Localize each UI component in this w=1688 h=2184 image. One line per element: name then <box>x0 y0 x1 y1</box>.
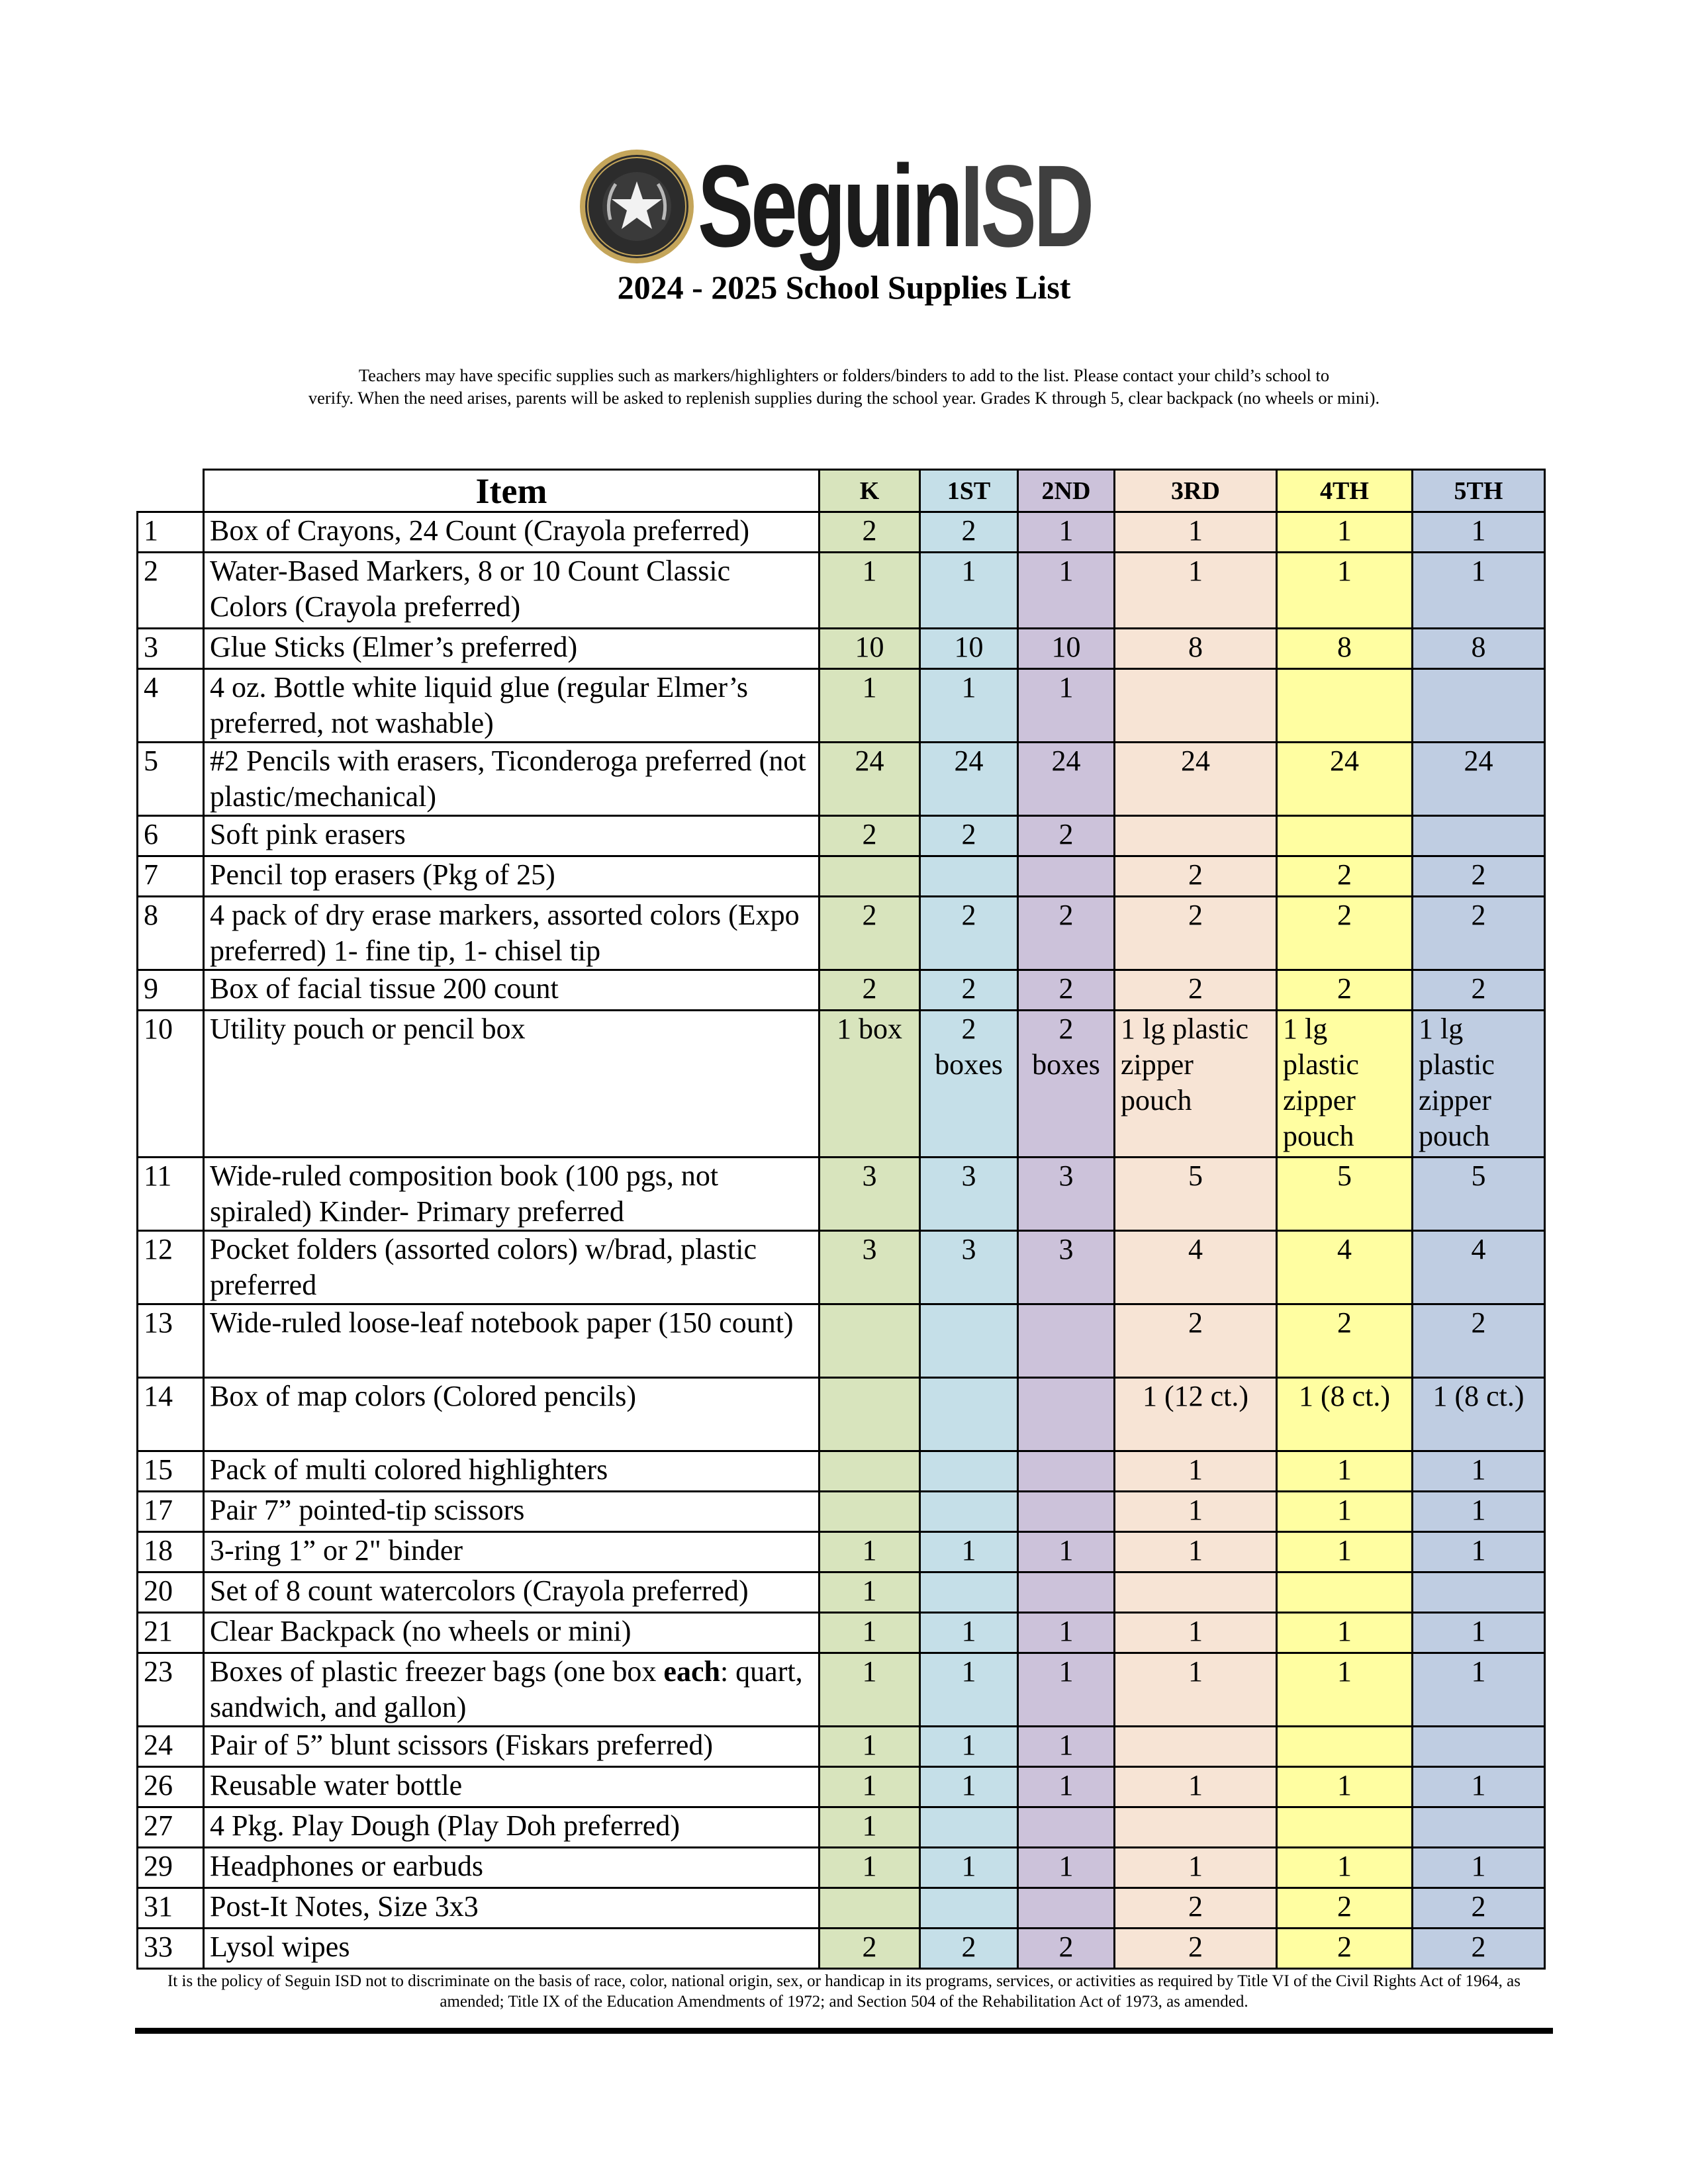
qty-2nd: 3 <box>1018 1231 1115 1304</box>
item-column-header: Item <box>204 470 820 512</box>
table-row <box>138 1231 1545 1304</box>
supplies-table <box>136 469 1546 1970</box>
row-number: 24 <box>138 1727 204 1767</box>
item-text-pre: Boxes of plastic freezer bags (one box <box>210 1655 664 1688</box>
item-name: Lysol wipes <box>204 1929 820 1969</box>
qty-2nd: 1 <box>1018 1727 1115 1767</box>
table-row <box>138 1572 1545 1613</box>
qty-k <box>820 1492 920 1532</box>
table-row <box>138 1532 1545 1572</box>
item-name: Reusable water bottle <box>204 1767 820 1807</box>
row-number: 23 <box>138 1653 204 1727</box>
qty-2nd: 2 <box>1018 970 1115 1011</box>
qty-3rd <box>1115 1727 1277 1767</box>
qty-2nd <box>1018 1304 1115 1378</box>
qty-2nd <box>1018 1451 1115 1492</box>
qty-2nd: 1 <box>1018 1653 1115 1727</box>
qty-k: 1 <box>820 1572 920 1613</box>
qty-5th: 2 <box>1413 1929 1545 1969</box>
table-row <box>138 1378 1545 1451</box>
qty-5th: 1 <box>1413 1848 1545 1888</box>
row-number: 15 <box>138 1451 204 1492</box>
item-name: Water-Based Markers, 8 or 10 Count Classic Colors (Crayola preferred) <box>204 553 820 629</box>
header-blank-cell <box>138 470 204 512</box>
item-name: Wide-ruled composition book (100 pgs, not spiraled) Kinder- Primary preferred <box>204 1158 820 1231</box>
qty-k <box>820 1304 920 1378</box>
table-row <box>138 1807 1545 1848</box>
qty-2nd: 1 <box>1018 1532 1115 1572</box>
qty-k: 1 <box>820 553 920 629</box>
item-name: Box of Crayons, 24 Count (Crayola preferred) <box>204 512 820 553</box>
qty-2nd: 1 <box>1018 553 1115 629</box>
qty-k: 3 <box>820 1231 920 1304</box>
qty-3rd: 1 <box>1115 1613 1277 1653</box>
qty-k: 3 <box>820 1158 920 1231</box>
qty-1st: 1 <box>920 1767 1018 1807</box>
qty-5th: 24 <box>1413 743 1545 816</box>
qty-3rd: 1 (12 ct.) <box>1115 1378 1277 1451</box>
qty-5th: 1 <box>1413 553 1545 629</box>
qty-1st: 1 <box>920 553 1018 629</box>
qty-1st: 1 <box>920 1532 1018 1572</box>
table-row <box>138 1848 1545 1888</box>
row-number: 2 <box>138 553 204 629</box>
qty-k <box>820 1451 920 1492</box>
qty-2nd: 2 <box>1018 1929 1115 1969</box>
table-row <box>138 743 1545 816</box>
item-name <box>204 1653 820 1727</box>
qty-4th: 1 (8 ct.) <box>1277 1378 1413 1451</box>
item-name: Box of map colors (Colored pencils) <box>204 1378 820 1451</box>
table-row <box>138 629 1545 669</box>
qty-5th: 2 <box>1413 1888 1545 1929</box>
qty-4th: 1 <box>1277 1653 1413 1727</box>
item-name: Wide-ruled loose-leaf notebook paper (150 count) <box>204 1304 820 1378</box>
qty-k: 2 <box>820 970 920 1011</box>
seguin-isd-logo <box>577 142 1113 271</box>
row-number: 17 <box>138 1492 204 1532</box>
qty-1st <box>920 1572 1018 1613</box>
qty-4th: 4 <box>1277 1231 1413 1304</box>
table-row <box>138 897 1545 970</box>
item-name: Pair of 5” blunt scissors (Fiskars preferred) <box>204 1727 820 1767</box>
qty-5th: 2 <box>1413 970 1545 1011</box>
row-number: 3 <box>138 629 204 669</box>
qty-1st <box>920 1492 1018 1532</box>
qty-1st: 3 <box>920 1158 1018 1231</box>
qty-3rd: 1 <box>1115 553 1277 629</box>
item-name: Set of 8 count watercolors (Crayola preferred) <box>204 1572 820 1613</box>
row-number: 4 <box>138 669 204 743</box>
table-row <box>138 1613 1545 1653</box>
table-row <box>138 1451 1545 1492</box>
item-name: Glue Sticks (Elmer’s preferred) <box>204 629 820 669</box>
qty-1st <box>920 1451 1018 1492</box>
item-name: Post-It Notes, Size 3x3 <box>204 1888 820 1929</box>
qty-k: 1 <box>820 1767 920 1807</box>
qty-5th <box>1413 816 1545 856</box>
qty-3rd: 2 <box>1115 1929 1277 1969</box>
qty-3rd <box>1115 669 1277 743</box>
table-row <box>138 1727 1545 1767</box>
item-name: 4 oz. Bottle white liquid glue (regular Elmer’s preferred, not washable) <box>204 669 820 743</box>
table-row <box>138 1929 1545 1969</box>
item-name: Soft pink erasers <box>204 816 820 856</box>
qty-2nd: 1 <box>1018 1767 1115 1807</box>
qty-4th: 1 <box>1277 1613 1413 1653</box>
item-name: 3-ring 1” or 2" binder <box>204 1532 820 1572</box>
row-number: 8 <box>138 897 204 970</box>
table-row <box>138 1492 1545 1532</box>
table-row <box>138 553 1545 629</box>
item-name: Pair 7” pointed-tip scissors <box>204 1492 820 1532</box>
qty-3rd: 2 <box>1115 1304 1277 1378</box>
logo-word-seguin: Seguin <box>698 142 961 271</box>
qty-5th: 1 <box>1413 1532 1545 1572</box>
intro-text <box>199 364 1489 409</box>
qty-k: 2 <box>820 816 920 856</box>
page-title: 2024 - 2025 School Supplies List <box>617 269 1071 306</box>
qty-3rd: 1 <box>1115 1451 1277 1492</box>
item-name: Pencil top erasers (Pkg of 25) <box>204 856 820 897</box>
table-row <box>138 856 1545 897</box>
qty-k: 1 <box>820 1653 920 1727</box>
qty-4th <box>1277 816 1413 856</box>
item-name: Pack of multi colored highlighters <box>204 1451 820 1492</box>
qty-1st: 2 boxes <box>920 1011 1018 1158</box>
qty-1st: 1 <box>920 669 1018 743</box>
qty-2nd <box>1018 1572 1115 1613</box>
qty-2nd: 1 <box>1018 669 1115 743</box>
item-text-bold: each <box>663 1655 720 1688</box>
qty-3rd <box>1115 816 1277 856</box>
qty-2nd <box>1018 1888 1115 1929</box>
qty-4th <box>1277 1572 1413 1613</box>
qty-4th: 8 <box>1277 629 1413 669</box>
qty-3rd: 1 <box>1115 1532 1277 1572</box>
qty-2nd: 1 <box>1018 1613 1115 1653</box>
qty-3rd: 5 <box>1115 1158 1277 1231</box>
qty-3rd: 2 <box>1115 970 1277 1011</box>
qty-3rd <box>1115 1807 1277 1848</box>
qty-3rd: 8 <box>1115 629 1277 669</box>
intro-line-1: Teachers may have specific supplies such as markers/highlighters or folders/binders to add to the list. Please contact your child’s school to <box>358 365 1330 385</box>
qty-4th: 2 <box>1277 1888 1413 1929</box>
qty-1st: 1 <box>920 1727 1018 1767</box>
qty-k: 24 <box>820 743 920 816</box>
item-text-post: : quart, sandwich, and gallon) <box>210 1655 803 1723</box>
qty-k: 1 <box>820 1848 920 1888</box>
item-name: Clear Backpack (no wheels or mini) <box>204 1613 820 1653</box>
table-row <box>138 970 1545 1011</box>
qty-1st: 24 <box>920 743 1018 816</box>
qty-2nd: 1 <box>1018 512 1115 553</box>
qty-3rd: 1 lg plastic zipper pouch <box>1115 1011 1277 1158</box>
logo-wordmark <box>698 142 1092 271</box>
intro-line-2: verify. When the need arises, parents will be asked to replenish supplies during the school year. Grades K through 5, clear backpack (no wheels or mini). <box>308 388 1380 408</box>
row-number: 5 <box>138 743 204 816</box>
item-name: Utility pouch or pencil box <box>204 1011 820 1158</box>
qty-1st <box>920 856 1018 897</box>
qty-1st: 1 <box>920 1848 1018 1888</box>
qty-5th: 1 <box>1413 1613 1545 1653</box>
qty-2nd <box>1018 1378 1115 1451</box>
qty-3rd: 1 <box>1115 1653 1277 1727</box>
qty-4th <box>1277 1807 1413 1848</box>
qty-4th: 1 lg plastic zipper pouch <box>1277 1011 1413 1158</box>
qty-5th: 2 <box>1413 897 1545 970</box>
qty-2nd: 2 <box>1018 897 1115 970</box>
qty-k: 1 <box>820 669 920 743</box>
qty-2nd: 10 <box>1018 629 1115 669</box>
item-name: #2 Pencils with erasers, Ticonderoga preferred (not plastic/mechanical) <box>204 743 820 816</box>
qty-1st <box>920 1807 1018 1848</box>
qty-4th: 2 <box>1277 1304 1413 1378</box>
qty-4th: 1 <box>1277 512 1413 553</box>
qty-3rd: 1 <box>1115 1848 1277 1888</box>
qty-k <box>820 1378 920 1451</box>
qty-4th: 2 <box>1277 856 1413 897</box>
qty-2nd <box>1018 1807 1115 1848</box>
row-number: 9 <box>138 970 204 1011</box>
qty-1st: 1 <box>920 1613 1018 1653</box>
qty-2nd: 2 boxes <box>1018 1011 1115 1158</box>
row-number: 29 <box>138 1848 204 1888</box>
row-number: 1 <box>138 512 204 553</box>
qty-5th: 1 <box>1413 1653 1545 1727</box>
qty-k: 2 <box>820 897 920 970</box>
item-name: Headphones or earbuds <box>204 1848 820 1888</box>
table-row <box>138 1011 1545 1158</box>
qty-3rd: 2 <box>1115 856 1277 897</box>
nondiscrimination-footer: It is the policy of Seguin ISD not to discriminate on the basis of race, color, national origin, sex, or handicap in its programs, services, or activities as required by Title VI of the Civil Rights Act of 1964, as amended; Title IX of the Education Amendments of 1972; and Section 504 of the Rehabilitation Act of 1973, as amended. <box>167 1972 1521 2011</box>
qty-k <box>820 856 920 897</box>
qty-1st: 3 <box>920 1231 1018 1304</box>
qty-3rd: 1 <box>1115 1492 1277 1532</box>
qty-5th: 2 <box>1413 856 1545 897</box>
item-name: 4 pack of dry erase markers, assorted colors (Expo preferred) 1- fine tip, 1- chisel tip <box>204 897 820 970</box>
qty-4th: 1 <box>1277 1492 1413 1532</box>
qty-4th <box>1277 669 1413 743</box>
qty-5th: 5 <box>1413 1158 1545 1231</box>
row-number: 7 <box>138 856 204 897</box>
qty-5th <box>1413 1727 1545 1767</box>
qty-1st: 2 <box>920 816 1018 856</box>
qty-4th: 1 <box>1277 1451 1413 1492</box>
table-row <box>138 1304 1545 1378</box>
qty-k <box>820 1888 920 1929</box>
qty-1st: 10 <box>920 629 1018 669</box>
qty-k: 1 <box>820 1807 920 1848</box>
row-number: 18 <box>138 1532 204 1572</box>
qty-4th: 2 <box>1277 970 1413 1011</box>
qty-3rd: 4 <box>1115 1231 1277 1304</box>
table-row <box>138 816 1545 856</box>
qty-4th: 5 <box>1277 1158 1413 1231</box>
qty-k: 1 box <box>820 1011 920 1158</box>
qty-1st: 2 <box>920 512 1018 553</box>
logo-word-isd: ISD <box>960 142 1092 271</box>
grade-header-k: K <box>820 470 920 512</box>
table-row <box>138 1888 1545 1929</box>
qty-1st <box>920 1304 1018 1378</box>
row-number: 27 <box>138 1807 204 1848</box>
qty-3rd: 1 <box>1115 512 1277 553</box>
qty-2nd <box>1018 1492 1115 1532</box>
qty-k: 1 <box>820 1532 920 1572</box>
table-row <box>138 512 1545 553</box>
qty-5th: 8 <box>1413 629 1545 669</box>
qty-5th <box>1413 669 1545 743</box>
qty-5th: 1 (8 ct.) <box>1413 1378 1545 1451</box>
qty-5th: 1 <box>1413 1451 1545 1492</box>
table-row <box>138 669 1545 743</box>
qty-5th: 1 <box>1413 1767 1545 1807</box>
row-number: 14 <box>138 1378 204 1451</box>
qty-3rd: 24 <box>1115 743 1277 816</box>
qty-1st: 2 <box>920 897 1018 970</box>
qty-5th: 1 lg plastic zipper pouch <box>1413 1011 1545 1158</box>
qty-5th: 1 <box>1413 1492 1545 1532</box>
row-number: 12 <box>138 1231 204 1304</box>
row-number: 33 <box>138 1929 204 1969</box>
item-name: 4 Pkg. Play Dough (Play Doh preferred) <box>204 1807 820 1848</box>
row-number: 11 <box>138 1158 204 1231</box>
qty-4th: 1 <box>1277 1848 1413 1888</box>
qty-4th: 1 <box>1277 1767 1413 1807</box>
qty-1st <box>920 1888 1018 1929</box>
grade-header-5th: 5TH <box>1413 470 1545 512</box>
qty-1st: 1 <box>920 1653 1018 1727</box>
table-header-row <box>138 470 1545 512</box>
qty-5th <box>1413 1572 1545 1613</box>
qty-4th: 2 <box>1277 1929 1413 1969</box>
qty-4th: 24 <box>1277 743 1413 816</box>
table-row <box>138 1653 1545 1727</box>
qty-3rd <box>1115 1572 1277 1613</box>
footer-divider <box>135 2028 1553 2034</box>
qty-2nd: 1 <box>1018 1848 1115 1888</box>
row-number: 13 <box>138 1304 204 1378</box>
grade-header-2nd: 2ND <box>1018 470 1115 512</box>
qty-3rd: 1 <box>1115 1767 1277 1807</box>
qty-2nd: 24 <box>1018 743 1115 816</box>
district-seal-icon <box>577 147 696 266</box>
qty-3rd: 2 <box>1115 1888 1277 1929</box>
row-number: 26 <box>138 1767 204 1807</box>
grade-header-4th: 4TH <box>1277 470 1413 512</box>
qty-1st: 2 <box>920 1929 1018 1969</box>
table-row <box>138 1158 1545 1231</box>
qty-4th: 2 <box>1277 897 1413 970</box>
qty-1st <box>920 1378 1018 1451</box>
qty-2nd: 3 <box>1018 1158 1115 1231</box>
qty-k: 1 <box>820 1613 920 1653</box>
qty-5th: 4 <box>1413 1231 1545 1304</box>
item-name: Box of facial tissue 200 count <box>204 970 820 1011</box>
qty-2nd <box>1018 856 1115 897</box>
grade-header-1st: 1ST <box>920 470 1018 512</box>
qty-4th <box>1277 1727 1413 1767</box>
qty-2nd: 2 <box>1018 816 1115 856</box>
qty-1st: 2 <box>920 970 1018 1011</box>
qty-5th <box>1413 1807 1545 1848</box>
row-number: 10 <box>138 1011 204 1158</box>
qty-4th: 1 <box>1277 553 1413 629</box>
qty-k: 2 <box>820 1929 920 1969</box>
qty-k: 1 <box>820 1727 920 1767</box>
row-number: 6 <box>138 816 204 856</box>
grade-header-3rd: 3RD <box>1115 470 1277 512</box>
item-name: Pocket folders (assorted colors) w/brad, plastic preferred <box>204 1231 820 1304</box>
row-number: 31 <box>138 1888 204 1929</box>
qty-k: 2 <box>820 512 920 553</box>
qty-3rd: 2 <box>1115 897 1277 970</box>
qty-5th: 1 <box>1413 512 1545 553</box>
row-number: 20 <box>138 1572 204 1613</box>
table-row <box>138 1767 1545 1807</box>
row-number: 21 <box>138 1613 204 1653</box>
qty-5th: 2 <box>1413 1304 1545 1378</box>
qty-4th: 1 <box>1277 1532 1413 1572</box>
qty-k: 10 <box>820 629 920 669</box>
